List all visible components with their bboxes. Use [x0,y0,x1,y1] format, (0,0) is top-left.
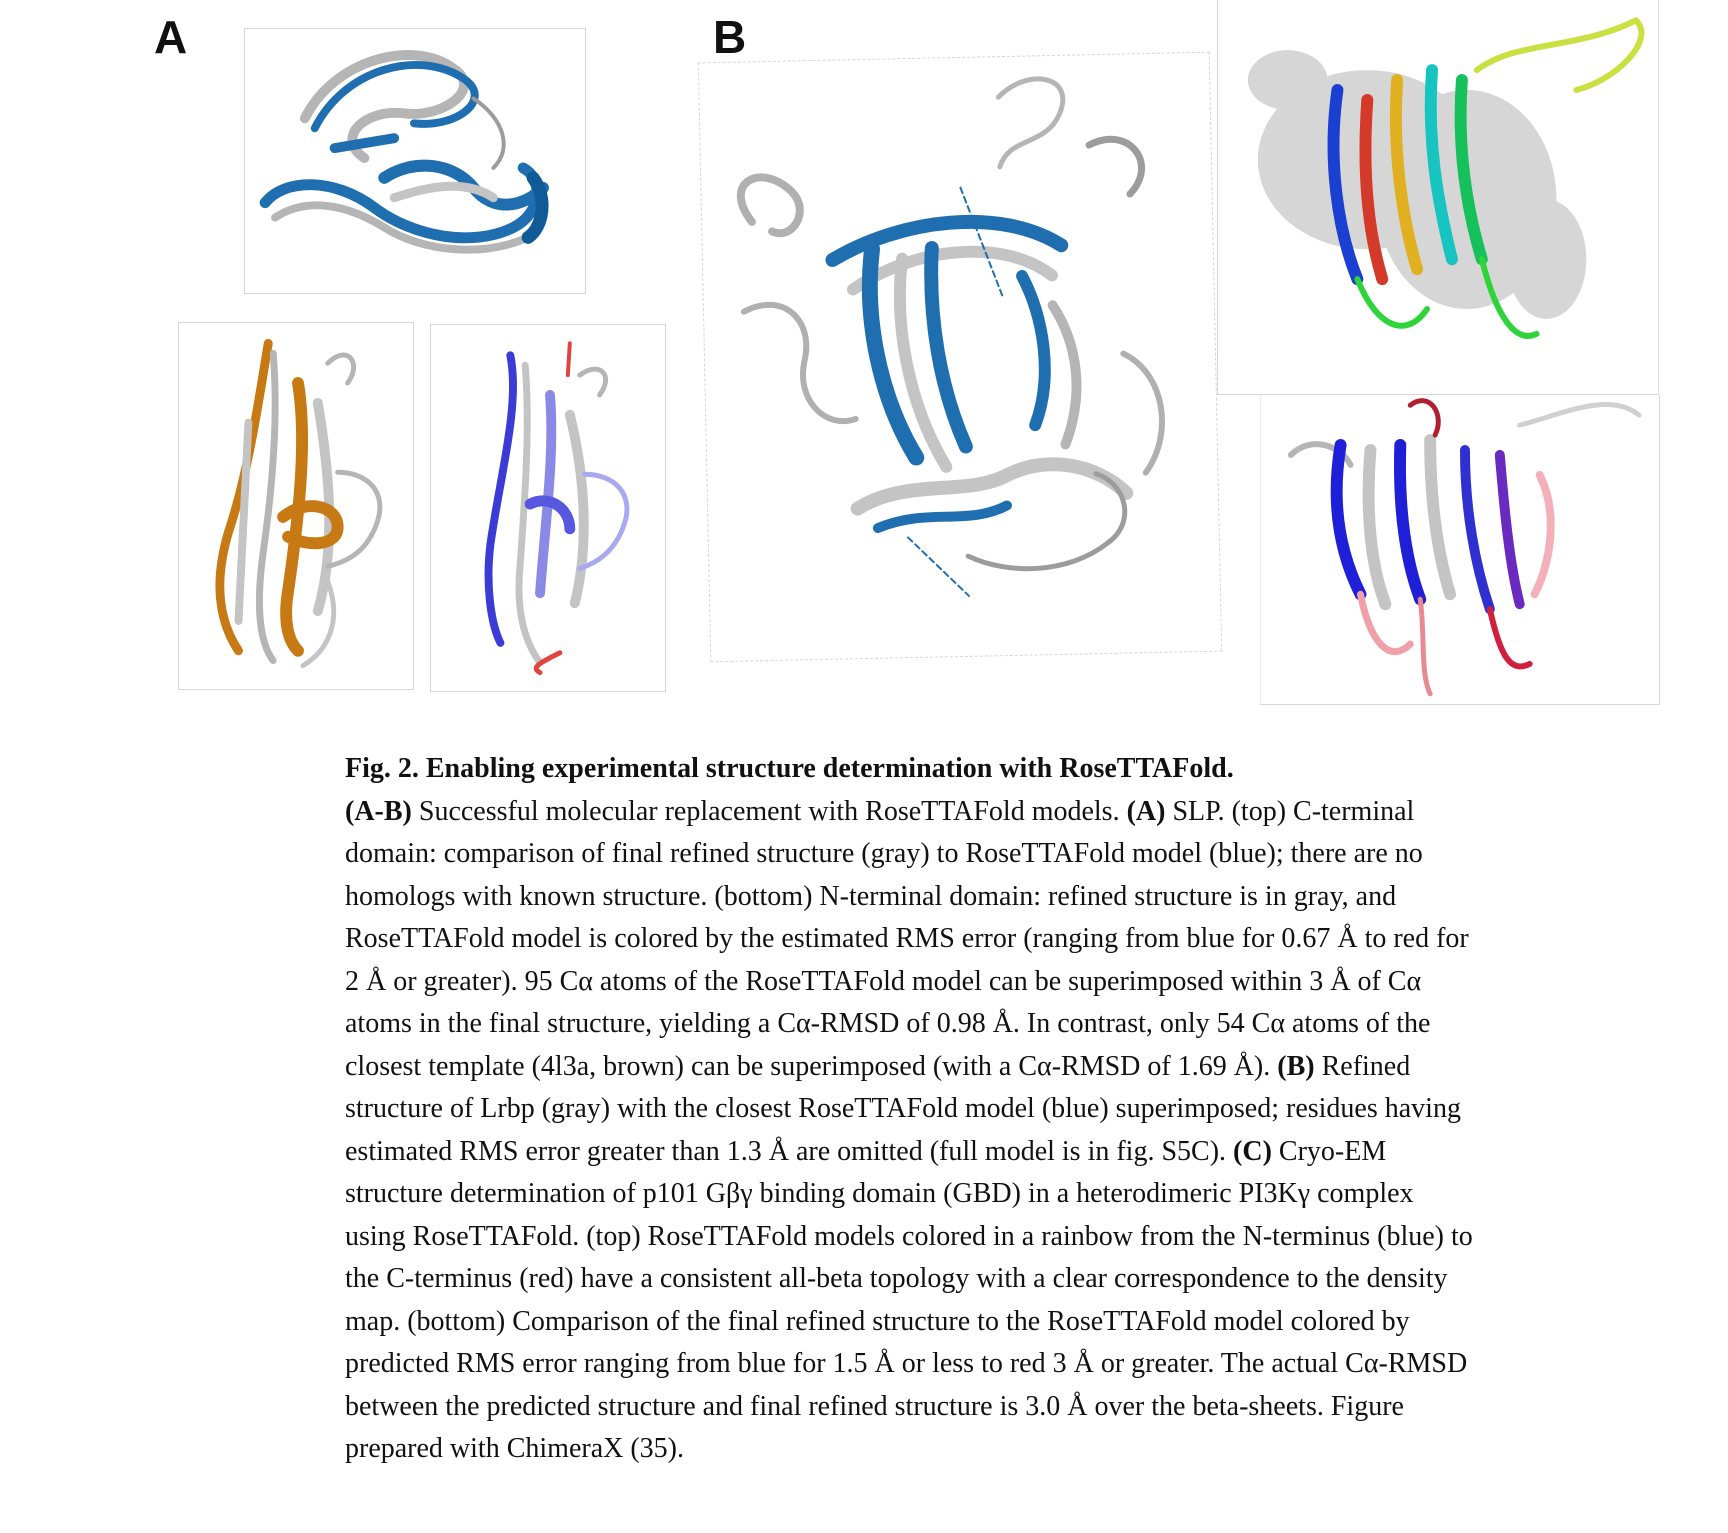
caption-text-a: SLP. (top) C-terminal domain: comparison of final refined structure (gray) to RoseTTAFold model (blue); there are no homologs with known structure. (bottom) N-terminal domain: refined structure is in gray, and RoseTTAFold model is colored by the estimated RMS error (ranging from blue for 0.67 Å to red for 2 Å or greater). 95 Cα atoms of the RoseTTAFold model can be superimposed within 3 Å of Cα atoms in the final structure, yielding a Cα-RMSD of 0.98 Å. In contrast, only 54 Cα atoms of the closest template (4l3a, brown) can be superimposed (with a Cα-RMSD of 1.69 Å). [345,795,1469,1082]
panel-label-a: A [154,11,188,63]
protein-ribbon-lrbp [699,53,1221,662]
protein-ribbon-c-terminal [245,29,585,293]
figure-caption [345,748,1475,1471]
caption-bold-a: (A) [1126,795,1166,827]
protein-ribbon-template-comparison [179,323,413,689]
figure-caption-title: Fig. 2. Enabling experimental structure determination with RoseTTAFold. [345,753,1234,784]
panel-b-image [698,52,1222,663]
panel-c-bottom-image [1260,395,1660,705]
caption-bold-b: (B) [1277,1050,1315,1082]
cryo-em-density-rainbow-model [1218,0,1658,394]
panel-a-bottom-right-image [430,324,666,692]
caption-bold-c: (C) [1233,1135,1272,1167]
caption-text-b: Refined structure of Lrbp (gray) with the closest RoseTTAFold model (blue) superimposed; residues having estimated RMS error greater than 1.3 Å are omitted (full model is in fig. S5C). [345,1050,1461,1167]
protein-ribbon-gbd-rms-error [1261,395,1659,704]
panel-a-bottom-left-image [178,322,414,690]
caption-text-c: Cryo-EM structure determination of p101 Gβγ binding domain (GBD) in a heterodimeric PI3Kγ complex using RoseTTAFold. (top) RoseTTAFold models colored in a rainbow from the N-terminus (blue) to the C-terminus (red) have a consistent all-beta topology with a clear correspondence to the density map. (bottom) Comparison of the final refined structure to the RoseTTAFold model colored by predicted RMS error ranging from blue for 1.5 Å or less to red 3 Å or greater. The actual Cα-RMSD between the predicted structure and final refined structure is 3.0 Å over the beta-sheets. Figure prepared with ChimeraX (35). [345,1135,1473,1464]
caption-text-a-b: Successful molecular replacement with RoseTTAFold models. [411,795,1127,827]
caption-bold-a-b: (A-B) [345,795,412,827]
panel-c-top-image [1217,0,1659,395]
panel-a-top-image [244,28,586,294]
protein-ribbon-rms-error [431,325,665,691]
panel-label-b: B [713,11,747,63]
